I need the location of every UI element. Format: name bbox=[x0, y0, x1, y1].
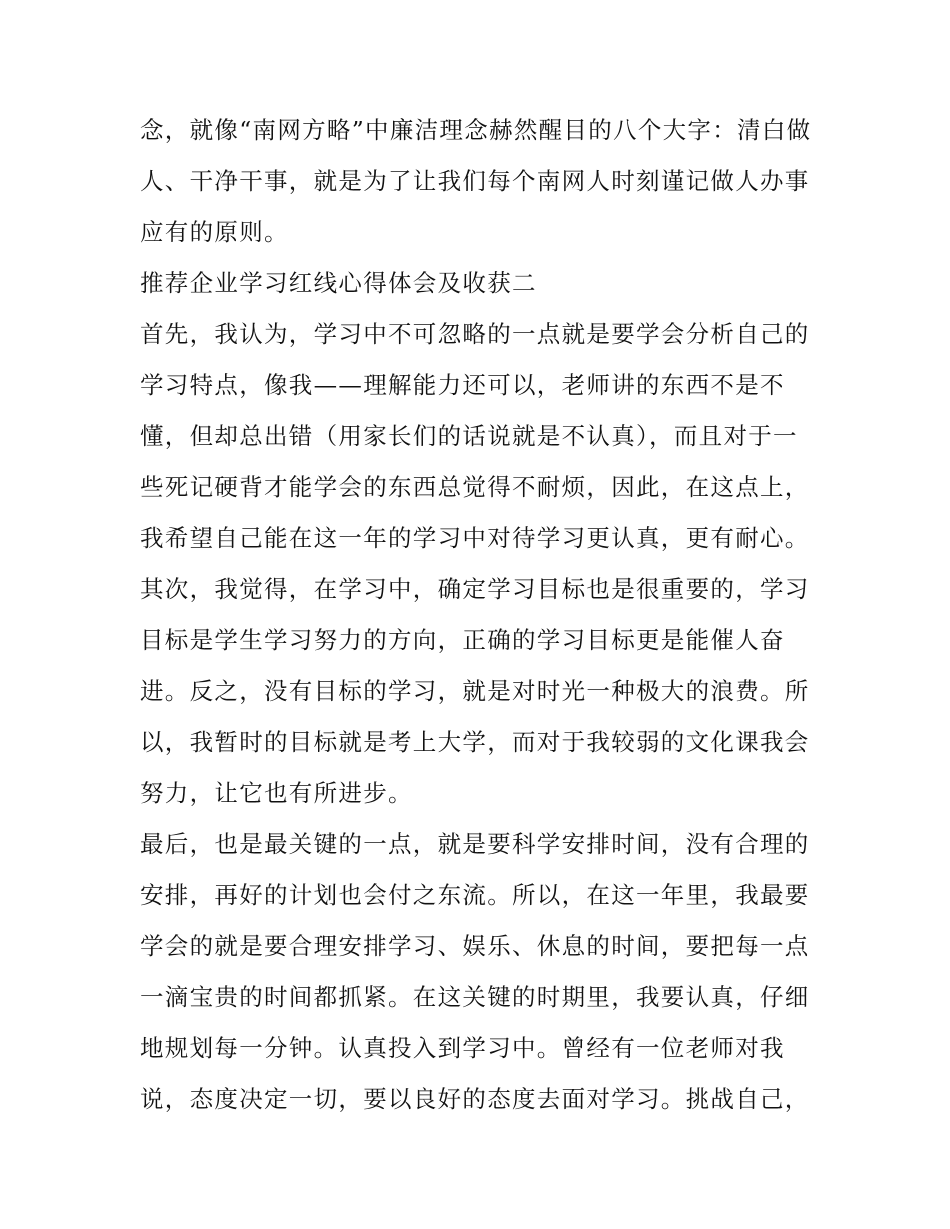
text-line: 一滴宝贵的时间都抓紧。在这关键的时期里，我要认真，仔细 bbox=[140, 983, 810, 1011]
text-line: 地规划每一分钟。认真投入到学习中。曾经有一位老师对我 bbox=[140, 1034, 785, 1062]
text-line: 努力，让它也有所进步。 bbox=[140, 779, 413, 807]
text-line: 我希望自己能在这一年的学习中对待学习更认真，更有耐心。 bbox=[140, 524, 810, 552]
text-line: 学习特点，像我——理解能力还可以，老师讲的东西不是不 bbox=[140, 371, 785, 399]
text-line: 最后，也是最关键的一点，就是要科学安排时间，没有合理的 bbox=[140, 830, 810, 858]
text-line: 些死记硬背才能学会的东西总觉得不耐烦，因此，在这点上， bbox=[140, 473, 810, 501]
text-line: 懂，但却总出错（用家长们的话说就是不认真），而且对于一 bbox=[140, 422, 798, 450]
text-line: 念，就像“南网方略”中廉洁理念赫然醒目的八个大字：清白做 bbox=[140, 116, 812, 144]
section-heading: 推荐企业学习红线心得体会及收获二 bbox=[140, 269, 537, 297]
text-line: 应有的原则。 bbox=[140, 218, 289, 246]
text-line: 说，态度决定一切，要以良好的态度去面对学习。挑战自己， bbox=[140, 1085, 810, 1113]
text-line: 以，我暂时的目标就是考上大学，而对于我较弱的文化课我会 bbox=[140, 728, 810, 756]
text-line: 首先，我认为，学习中不可忽略的一点就是要学会分析自己的 bbox=[140, 320, 810, 348]
text-line: 进。反之，没有目标的学习，就是对时光一种极大的浪费。所 bbox=[140, 677, 810, 705]
text-line: 其次，我觉得，在学习中，确定学习目标也是很重要的，学习 bbox=[140, 575, 810, 603]
text-line: 人、干净干事，就是为了让我们每个南网人时刻谨记做人办事 bbox=[140, 167, 810, 195]
text-line: 安排，再好的计划也会付之东流。所以，在这一年里，我最要 bbox=[140, 881, 810, 909]
text-line: 学会的就是要合理安排学习、娱乐、休息的时间，要把每一点 bbox=[140, 932, 810, 960]
text-line: 目标是学生学习努力的方向，正确的学习目标更是能催人奋 bbox=[140, 626, 785, 654]
